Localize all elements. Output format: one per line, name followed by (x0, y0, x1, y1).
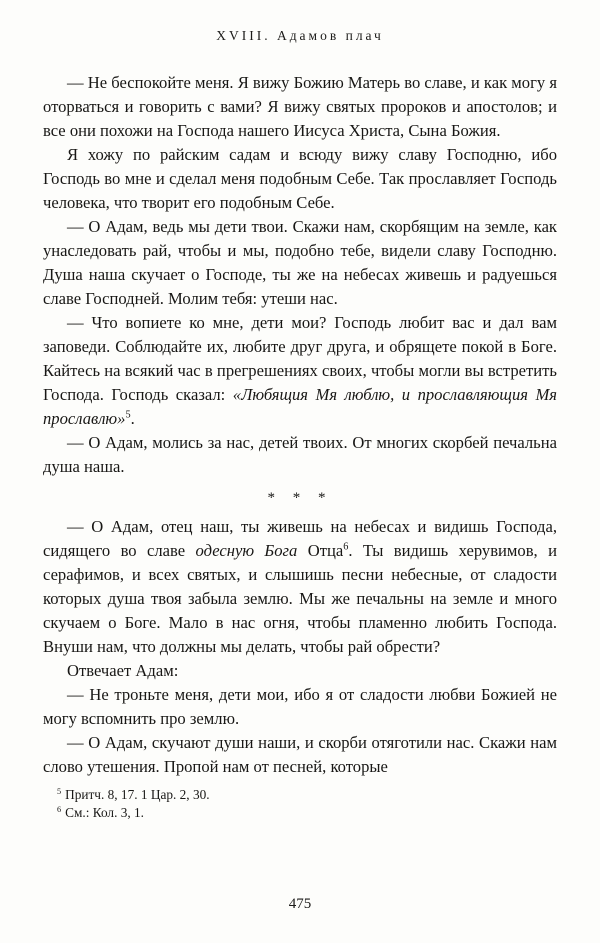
text-run: — Не беспокойте меня. Я вижу Божию Матерь во славе, и как могу я оторваться и говорить с вами? Я вижу святых пророков и апостолов; и все они похожи на Господа нашего Иисуса Христа, Сына Божия. (43, 73, 557, 140)
footnote-text: См.: Кол. 3, 1. (65, 805, 144, 820)
footnote-ref: 5 (125, 409, 131, 421)
paragraph (43, 311, 557, 431)
footnotes (43, 786, 557, 822)
paragraph (43, 143, 557, 215)
text-run: Отвечает Адам: (67, 661, 179, 680)
footnote-ref: 6 (343, 541, 349, 553)
footnote (43, 786, 557, 804)
page-number: 475 (288, 896, 312, 912)
text-run: . (130, 409, 135, 428)
text-run: — Не троньте меня, дети мои, ибо я от сладости любви Божией не могу вспомнить про землю. (43, 685, 557, 728)
paragraph (43, 683, 557, 731)
italic-text-run: «Любящия Мя люблю, и прославляющия Мя прославлю» (43, 385, 557, 428)
footnote-marker: 6 (57, 804, 62, 814)
italic-text-run: одесную Бога (195, 541, 298, 560)
body-text (43, 71, 557, 779)
text-run: — О Адам, ведь мы дети твои. Скажи нам, скорбящим на земле, как унаследовать рай, чтобы и мы, подобно тебе, видели славу Господню. Душа наша скучает о Господе, ты же на небесах живешь и радуешься славе Господней. Молим тебя: утеши нас. (43, 217, 557, 308)
paragraph (43, 515, 557, 659)
running-head: XVIII. Адамов плач (216, 28, 384, 43)
text-run: — Что вопиете ко мне, дети мои? Господь любит вас и дал вам заповеди. Соблюдайте их, любите друг друга, и обрящете покой в Боге. Кайтесь на всякий час в прегрешениях своих, чтобы могли вы встретить Господа. Господь сказал: (43, 313, 557, 404)
text-run: — О Адам, молись за нас, детей твоих. От многих скорбей печальна душа наша. (43, 433, 557, 476)
footnote-text: Притч. 8, 17. 1 Цар. 2, 30. (65, 787, 210, 802)
footnote-marker: 5 (57, 786, 62, 796)
text-run: — О Адам, отец наш, ты живешь на небесах и видишь Господа, сидящего во славе (43, 517, 557, 560)
text-run: Я хожу по райским садам и всюду вижу славу Господню, ибо Господь во мне и сделал меня подобным Себе. Так прославляет Господь человека, что творит его подобным Себе. (43, 145, 557, 212)
paragraph (43, 71, 557, 143)
text-run: — О Адам, скучают души наши, и скорби отяготили нас. Скажи нам слово утешения. Пропой нам от песней, которые (43, 733, 557, 776)
paragraph (43, 215, 557, 311)
paragraph (43, 431, 557, 479)
section-separator: * * * (267, 490, 333, 506)
text-run: . Ты видишь херувимов, и серафимов, и всех святых, и слышишь песни небесные, от сладости которых душа твоя забыла землю. Мы же печальны на земле и много скучаем о Боге. Мало в нас огня, чтобы пламенно любить Господа. Внуши нам, что должны мы делать, чтобы рай обрести? (43, 541, 557, 656)
paragraph (43, 731, 557, 779)
text-run: Отца (297, 541, 344, 560)
footnote (43, 804, 557, 822)
paragraph (43, 659, 557, 683)
